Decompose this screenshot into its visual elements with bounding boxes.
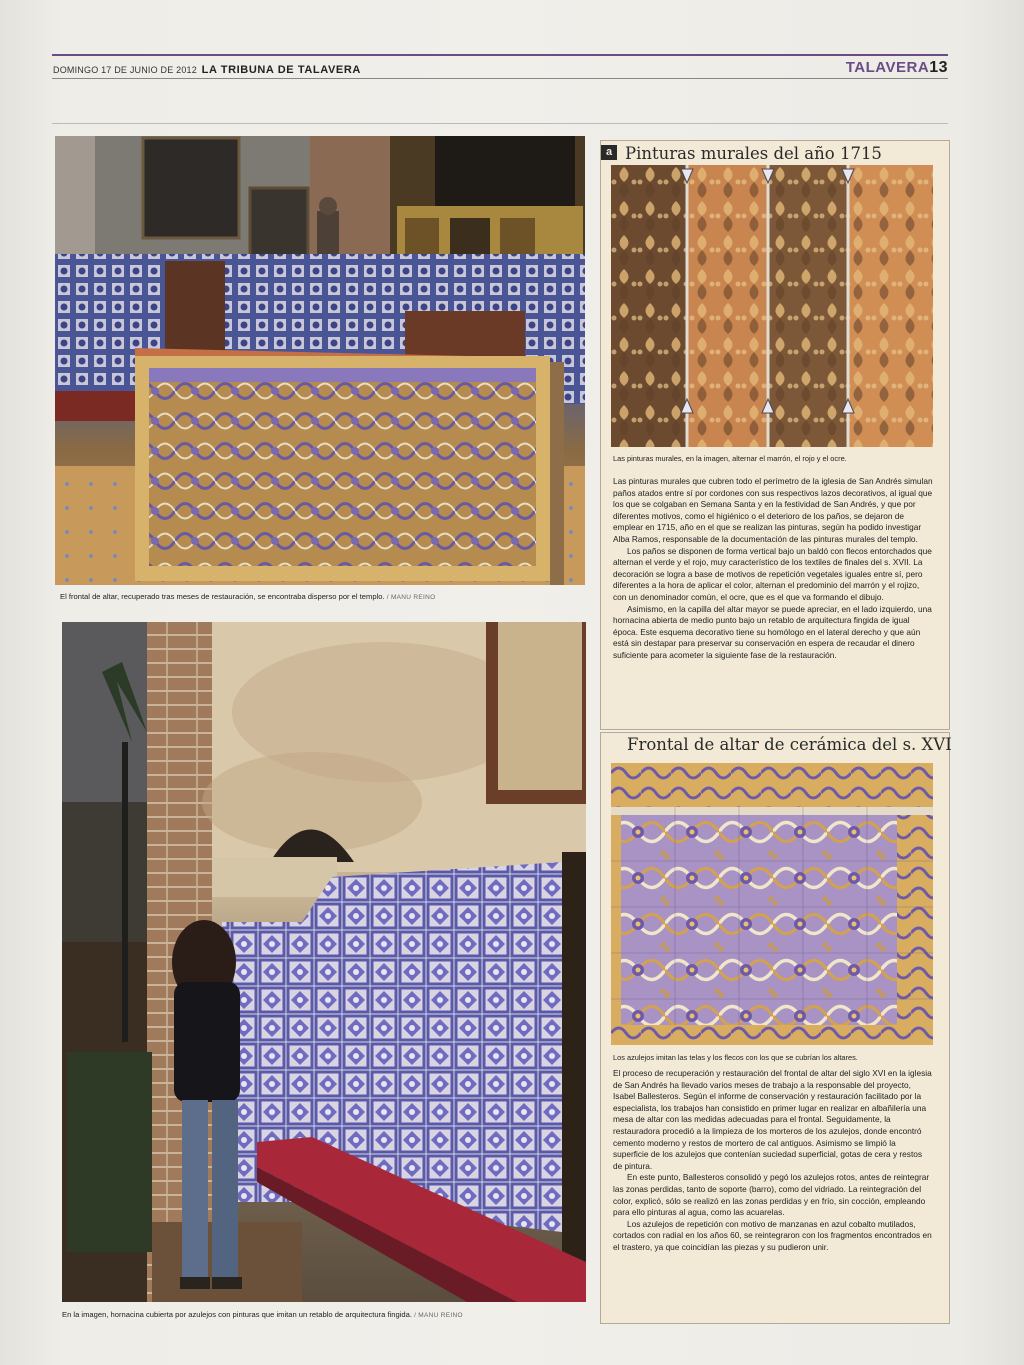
- murals-sidebar-box: [600, 140, 950, 730]
- ceramic-sidebar-box: [600, 732, 950, 1324]
- niche-photo-credit: / MANU REINO: [414, 1312, 463, 1319]
- ceramic-article-text: [613, 1068, 933, 1254]
- ceramic-paragraph: Los azulejos de repetición con motivo de manzanas en azul cobalto mutilados, cortados con radial en los años 60, se reintegraron con los fragmentos encontrados en el trastero, ya que coincidían las piezas y su pudieron unir.: [613, 1218, 932, 1252]
- altar-photo-credit: / MANU REINO: [386, 594, 436, 601]
- header-paper-name: LA TRIBUNA DE TALAVERA: [201, 64, 361, 76]
- newspaper-logo-icon: a: [601, 145, 617, 160]
- murals-paragraph: Asimismo, en la capilla del altar mayor se puede apreciar, en el lado izquierdo, una hornacina abierta de medio punto bajo un retablo de arquitectura fingida de igual época. Este esquema decorativo tiene su homólogo en el lateral derecho y que aún está sin destapar para preservar su conservación en espera de recaudar el dinero suficiente para acometer la siguiente fase de la restauración.: [613, 603, 932, 660]
- ceramic-caption: Los azulejos imitan las telas y los flecos con los que se cubrían los altares.: [613, 1053, 858, 1062]
- header-dateline: [53, 64, 361, 76]
- ceramic-paragraph: En este punto, Ballesteros consolidó y pegó los azulejos rotos, antes de reintegrar las zonas perdidas, tanto de soporte (barro), como del vidriado. La reintegración del color, explicó, sólo se realizó en las zonas perdidas y en frío, sin cocción, empleando para ello pinturas al agua, como las acuarelas.: [613, 1172, 930, 1218]
- murals-paragraph: Los paños se disponen de forma vertical bajo un baldó con flecos entorchados que alternan el verde y el rojo, muy característico de los textiles de finales del s. XVII. La decoración se logra a base de motivos de repetición vegetales iguales entre sí, pero diferentes a la hora de aplicar el color, alternan el predominio del marrón y el rojizo, con un denominador común, el ocre, que es el que va formando el dibujo.: [613, 545, 932, 602]
- ceramic-title: Frontal de altar de cerámica del s. XVI: [627, 735, 952, 754]
- murals-paragraph: Las pinturas murales que cubren todo el perímetro de la iglesia de San Andrés simulan paños atados entre sí por cordones con sus respectivos lazos decorativos, al igual que los que se colgaban en Semana Santa y en la festividad de San Andrés, y que por diferentes motivos, como el higiénico o el deterioro de los paños, se dejaron de emplear en 1715, año en el que se realizan las pinturas, según ha podido investigar Alba Ramos, responsable de la documentación de las pinturas murales del templo.: [613, 476, 933, 544]
- header-page-number: 13: [929, 59, 948, 76]
- niche-caption-text: En la imagen, hornacina cubierta por azulejos con pinturas que imitan un retablo de arquitectura fingida.: [62, 1310, 412, 1319]
- altar-frontal-photo: [55, 136, 585, 585]
- header-bottom-rule: [52, 78, 948, 79]
- header-section-name: TALAVERA: [845, 59, 930, 76]
- header-section: [846, 59, 948, 77]
- ceramic-photo: [611, 763, 933, 1045]
- niche-illustration: [62, 622, 586, 1302]
- altar-frontal-illustration: [55, 136, 585, 585]
- murals-title: Pinturas murales del año 1715: [625, 144, 882, 163]
- niche-photo: [62, 622, 586, 1302]
- header-top-rule: [52, 54, 948, 56]
- niche-photo-caption: [62, 1310, 463, 1319]
- ceramic-illustration: [611, 763, 933, 1045]
- murals-article-text: [613, 476, 933, 662]
- murals-photo: [611, 165, 933, 447]
- altar-caption-text: El frontal de altar, recuperado tras meses de restauración, se encontraba disperso por el templo.: [60, 592, 385, 601]
- murals-illustration: [611, 165, 933, 447]
- ceramic-paragraph: El proceso de recuperación y restauración del frontal de altar del siglo XVI en la iglesia de San Andrés ha llevado varios meses de trabajo a la responsable del proyecto, Isabel Ballesteros. Según el informe de conservación y restauración facilitado por la especialista, los trabajos han consistido en primer lugar en realizar en albañilería una mesa de altar con las medidas adecuadas para el frontal. Seguidamente, la restauradora procedió a la limpieza de los morteros de los azulejos, donde encontró cemento moderno y restos de mortero de cal antiguos. Asimismo se limpió la superficie de los azulejos que contenían suciedad superficial, gotas de cera y restos de pintura.: [613, 1068, 932, 1171]
- header-date: DOMINGO 17 DE JUNIO DE 2012: [53, 65, 197, 75]
- murals-caption: Las pinturas murales, en la imagen, alternar el marrón, el rojo y el ocre.: [613, 454, 847, 463]
- altar-photo-caption: [60, 592, 435, 601]
- header-divider: [52, 123, 948, 124]
